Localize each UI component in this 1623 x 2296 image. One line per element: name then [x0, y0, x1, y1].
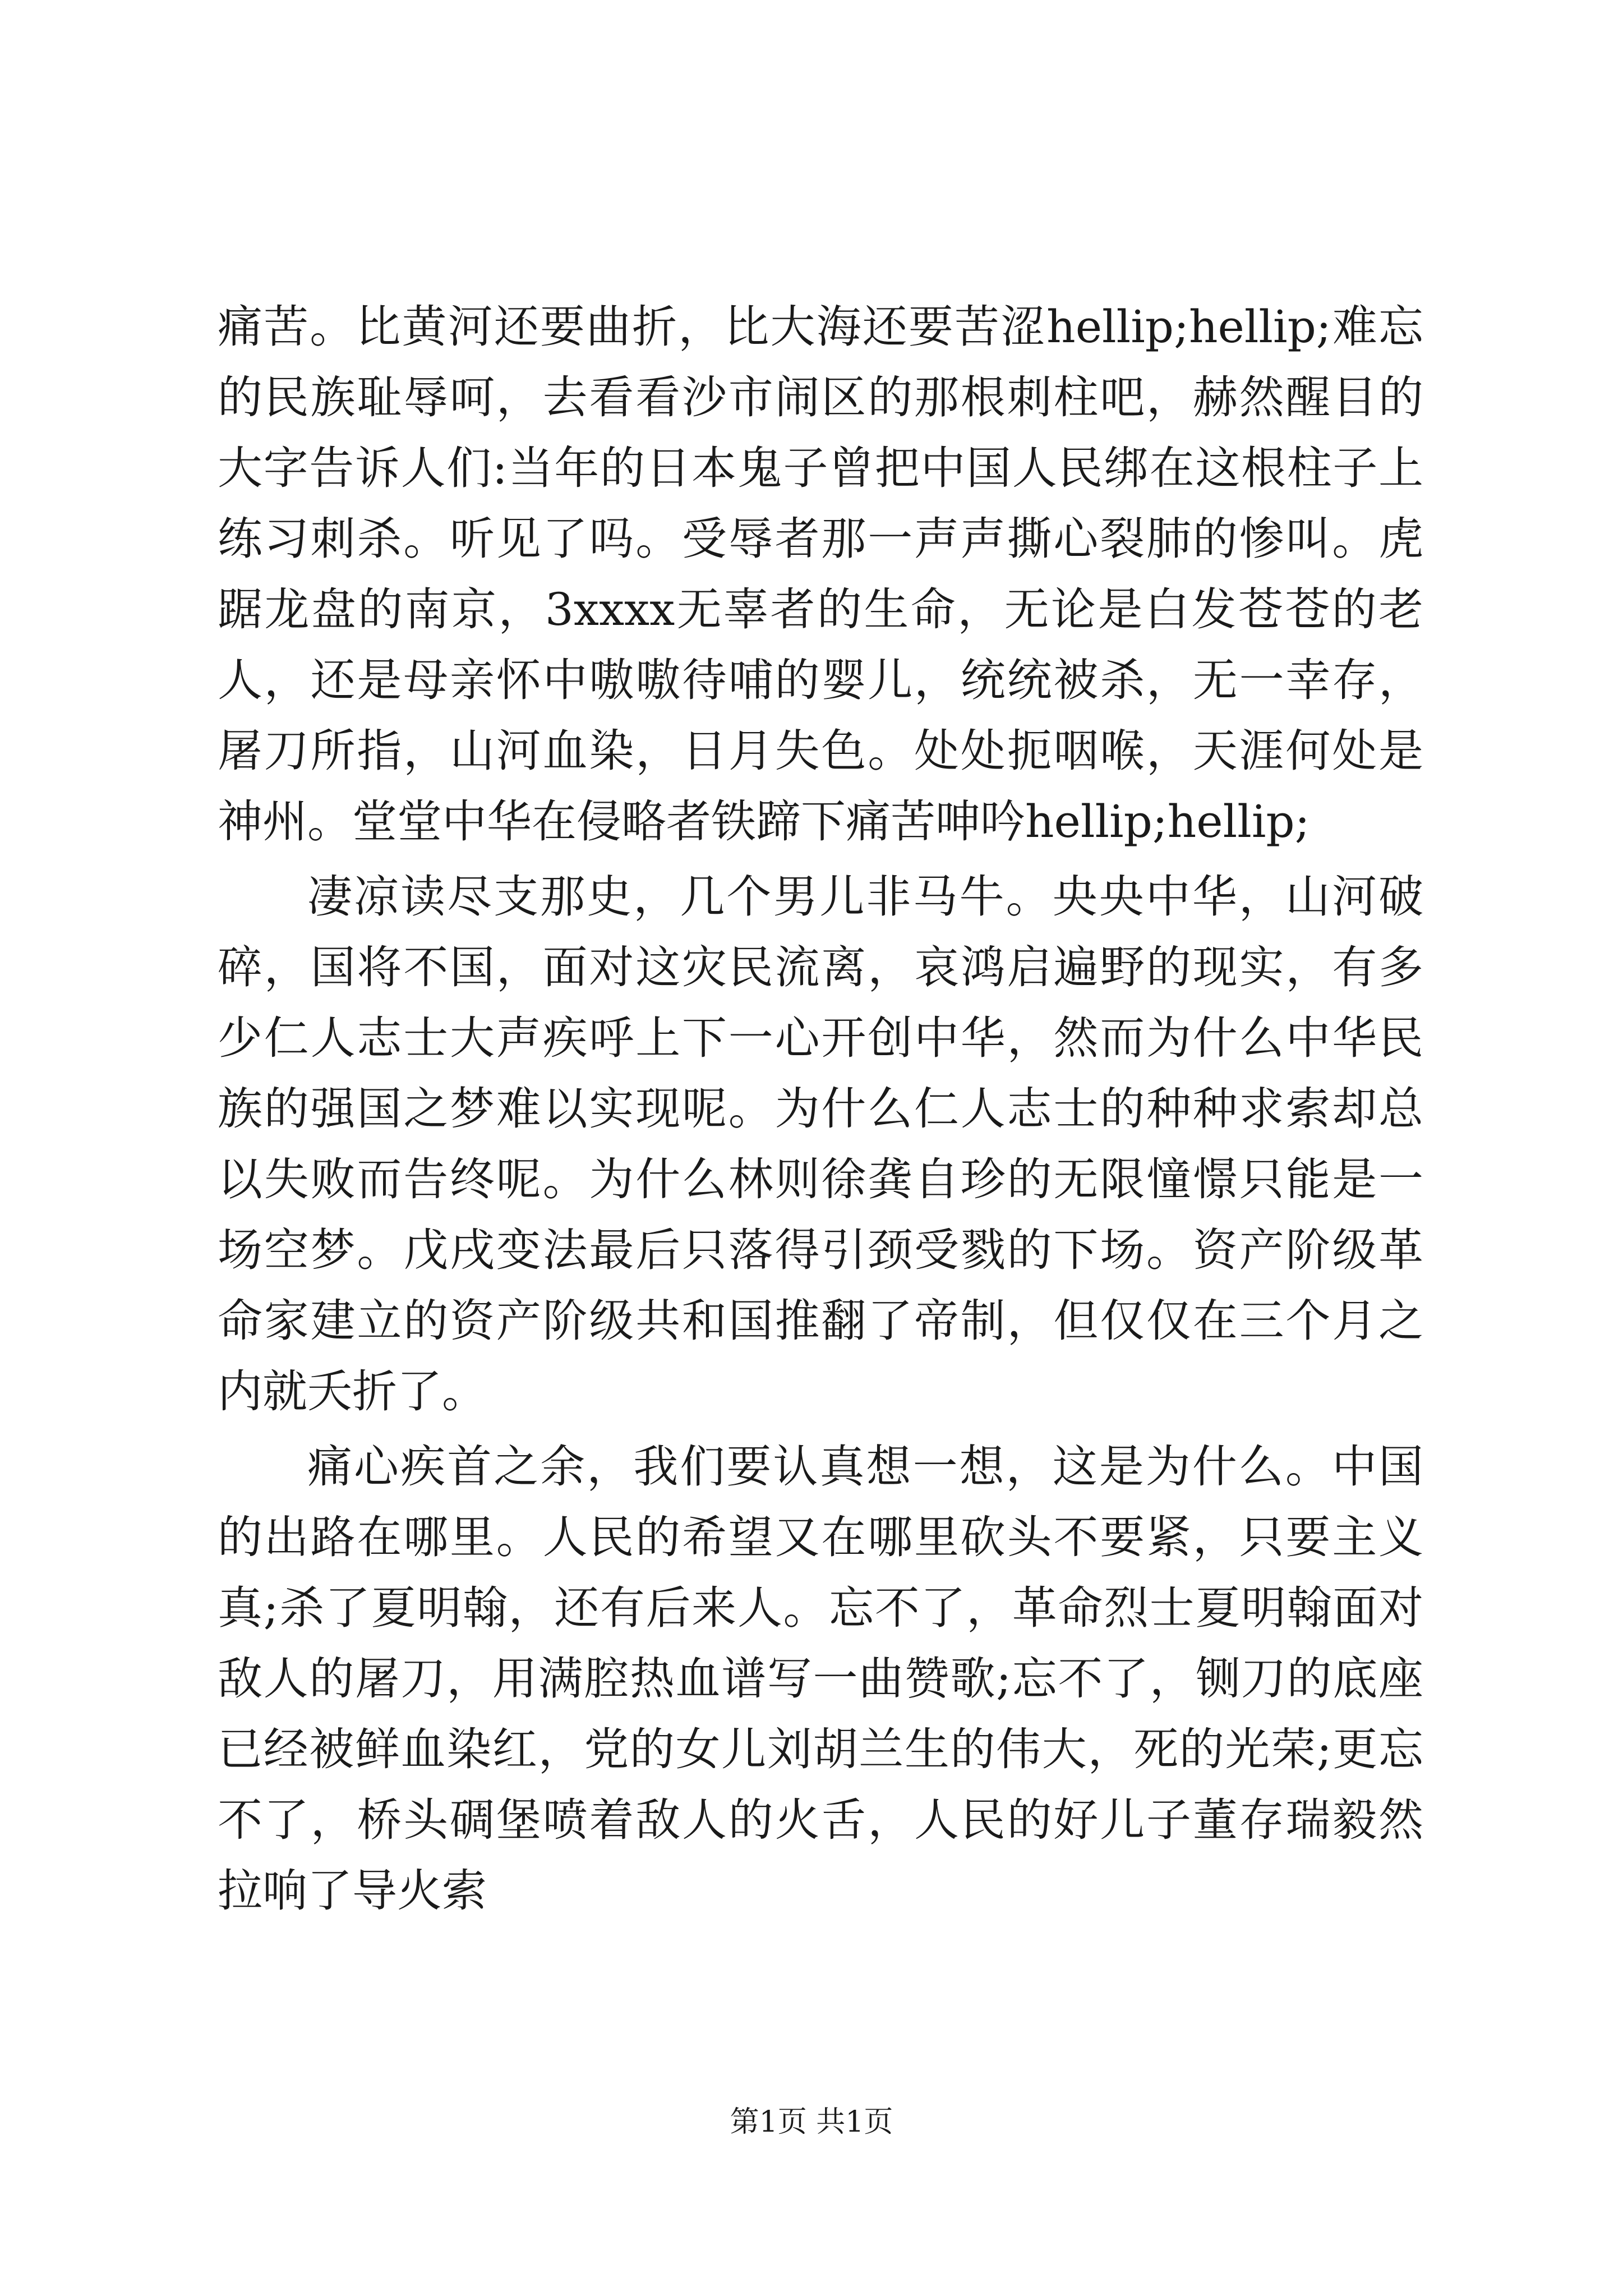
paragraph-3: 痛心疾首之余，我们要认真想一想，这是为什么。中国的出路在哪里。人民的希望又在哪里砍头不要紧，只要主义真;杀了夏明翰，还有后来人。忘不了，革命烈士夏明翰面对敌人的屠刀，用满腔热血谱写一曲赞歌;忘不了，铡刀的底座已经被鲜血染红，党的女儿刘胡兰生的伟大，死的光荣;更忘不了，桥头碉堡喷着敌人的火舌，人民的好儿子董存瑞毅然拉响了导火索: [218, 1441, 1423, 1917]
document-body: [218, 292, 1423, 1926]
page-footer: [0, 2102, 1623, 2142]
paragraph-2: 凄凉读尽支那史，几个男儿非马牛。央央中华，山河破碎，国将不国，面对这灾民流离，哀鸿启遍野的现实，有多少仁人志士大声疾呼上下一心开创中华，然而为什么中华民族的强国之梦难以实现呢。为什么仁人志士的种种求索却总以失败而告终呢。为什么林则徐龚自珍的无限憧憬只能是一场空梦。戊戌变法最后只落得引颈受戮的下场。资产阶级革命家建立的资产阶级共和国推翻了帝制，但仅仅在三个月之内就夭折了。: [218, 871, 1423, 1418]
paragraph-1: 痛苦。比黄河还要曲折，比大海还要苦涩hellip;hellip;难忘的民族耻辱呵，去看看沙市闹区的那根刺柱吧，赫然醒目的大字告诉人们:当年的日本鬼子曾把中国人民绑在这根柱子上练习刺杀。听见了吗。受辱者那一声声撕心裂肺的惨叫。虎踞龙盘的南京，3xxxx无辜者的生命，无论是白发苍苍的老人，还是母亲怀中嗷嗷待哺的婴儿，统统被杀，无一幸存，屠刀所指，山河血染，日月失色。处处扼咽喉，天涯何处是神州。堂堂中华在侵略者铁蹄下痛苦呻吟hellip;hellip;: [218, 301, 1423, 848]
page-indicator: 第1页 共1页: [730, 2105, 893, 2139]
